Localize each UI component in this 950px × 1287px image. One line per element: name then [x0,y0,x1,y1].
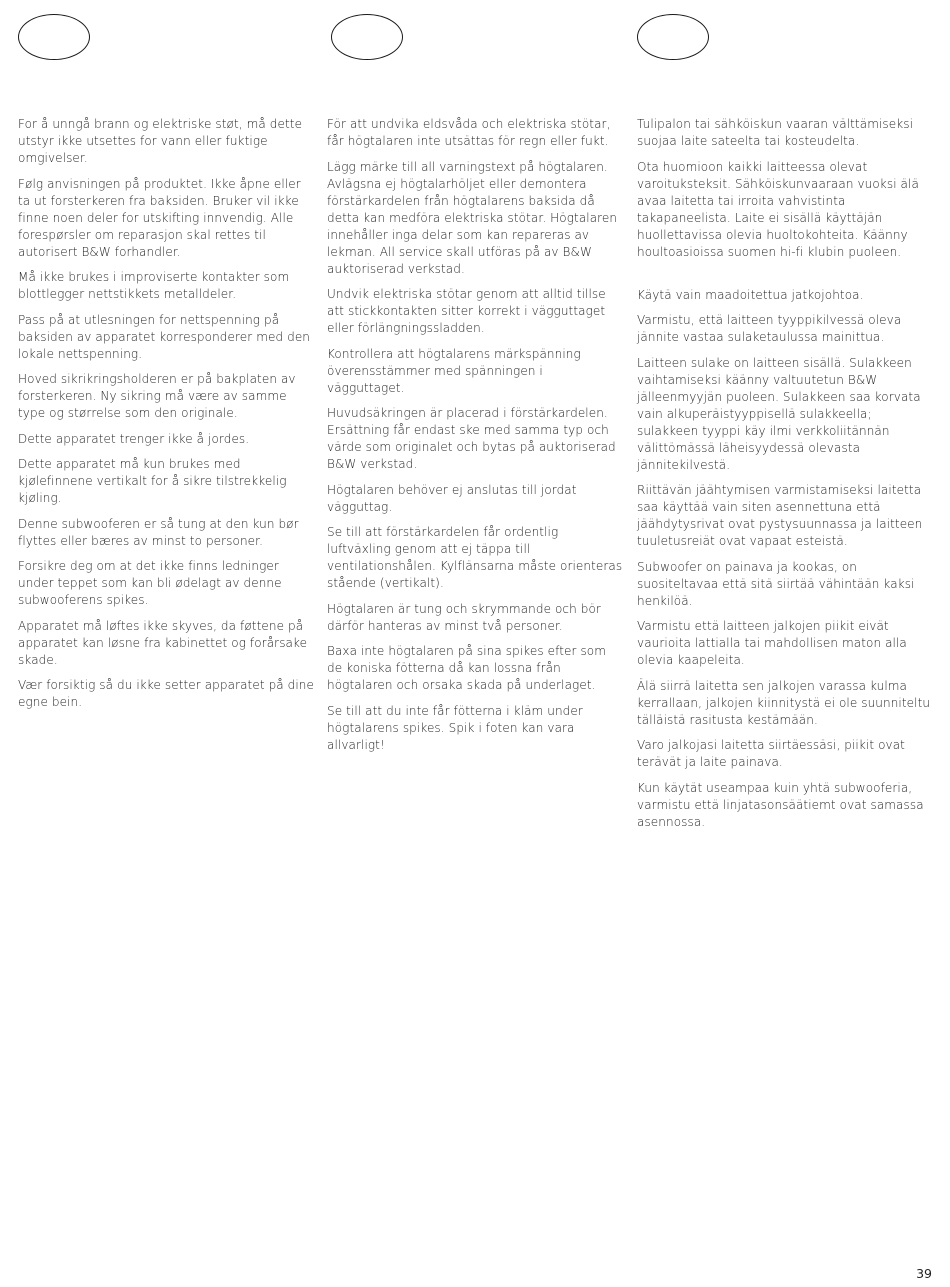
paragraph: Huvudsäkringen är placerad i förstärkardelen. Ersättning får endast ske med samma typ och värde som originalet och bytas på auktoriserad B&W verkstad. [327,406,616,471]
paragraph: Følg anvisningen på produktet. Ikke åpne eller ta ut forsterkeren fra baksiden. Bruker vil ikke finne noen deler for utskifting innvendig. Alle forespørsler om reparasjon skal rettes til autorisert B&W forhandler. [18,176,301,259]
paragraph: Hoved sikrikringsholderen er på bakplaten av forsterkeren. Ny sikring må være av samme type og størrelse som den originale. [18,372,296,420]
paragraph: Varmistu, että laitteen tyyppikilvessä oleva jännite vastaa sulaketaulussa mainittua. [637,313,902,344]
paragraph: Se till att du inte får fötterna i kläm under högtalarens spikes. Spik i foten kan vara allvarligt! [327,703,583,752]
paragraph: Forsikre deg om at det ikke finns ledninger under teppet som kan bli ødelagt av denne subwooferens spikes. [18,559,282,607]
paragraph: Vær forsiktig så du ikke setter apparatet på dine egne bein. [18,678,314,709]
paragraph: Varmistu että laitteen jalkojen piikit eivät vaurioita lattialla tai mahdollisen maton alla olevia kaapeleita. [637,619,907,667]
paragraph: Se till att förstärkardelen får ordentlig luftväxling genom att ej täppa till ventilationshålen. Kylflänsarna måste orienteras stående (vertikalt). [327,525,623,590]
paragraph: Lägg märke till all varningstext på högtalaren. Avlägsna ej högtalarhöljet eller demontera förstärkardelen från högtalarens baksida då detta kan medföra elektriska stötar. Högtalaren innehåller inga delar som kan repareras av lekman. All service skall utföras på av B&W auktoriserad verkstad. [327,159,618,276]
paragraph: Pass på at utlesningen for nettspenning på baksiden av apparatet korresponderer med den lokale nettspenning. [18,312,311,361]
language-marker-oval-1 [18,14,90,60]
page-number: 39 [916,1266,932,1281]
paragraph: Laitteen sulake on laitteen sisällä. Sulakkeen vaihtamiseksi käänny valtuutetun B&W jälleenmyyjän puoleen. Sulakkeen saa korvata vain alkuperäistyyppisellä sulakkeella; sulakkeen tyyppi käy ilmi verkkoliitännän välittömässä läheisyydessä olevasta jännitekilvestä. [637,355,921,472]
paragraph: Dette apparatet trenger ikke å jordes. [18,431,250,446]
column-finnish [637,116,933,839]
paragraph: Varo jalkojasi laitetta siirtäessäsi, piikit ovat terävät ja laite painava. [637,738,905,769]
paragraph: For å unngå brann og elektriske støt, må dette utstyr ikke utsettes for vann eller fuktige omgivelser. [18,117,303,165]
paragraph: Högtalaren behöver ej anslutas till jordat vägguttag. [327,482,577,514]
paragraph: Riittävän jäähtymisen varmistamiseksi laitetta saa käyttää vain siten asennettuna että jäähdytysrivat ovat pystysuunnassa ja laitteen tuuletusreiät ovat vapaat esteistä. [637,483,923,548]
paragraph: Denne subwooferen er så tung at den kun bør flyttes eller bæres av minst to personer. [18,516,299,548]
paragraph: Kun käytät useampaa kuin yhtä subwooferia, varmistu että linjatasonsäätiemt ovat samassa asennossa. [637,780,924,829]
paragraph: Kontrollera att högtalarens märkspänning överensstämmer med spänningen i vägguttaget. [327,346,581,395]
language-marker-oval-2 [331,14,403,60]
paragraph: Tulipalon tai sähköiskun vaaran välttämiseksi suojaa laite sateelta tai kosteudelta. [637,117,914,148]
language-marker-oval-3 [637,14,709,60]
paragraph: Må ikke brukes i improviserte kontakter som blottlegger nettstikkets metalldeler. [18,270,290,301]
paragraph: För att undvika eldsvåda och elektriska stötar, får högtalaren inte utsättas för regn eller fukt. [327,117,611,148]
paragraph: Älä siirrä laitetta sen jalkojen varassa kulma kerrallaan, jalkojen kiinnitystä ei ole suunniteltu tälläistä rasitusta kestämään. [637,678,931,727]
column-swedish [327,116,623,762]
paragraph: Dette apparatet må kun brukes med kjølefinnene vertikalt for å sikre tilstrekkelig kjøling. [18,457,287,505]
paragraph: Apparatet må løftes ikke skyves, da føttene på apparatet kan løsne fra kabinettet og forårsake skade. [18,618,308,667]
paragraph: Subwoofer on painava ja kookas, on suositeltavaa että sitä siirtää vähintään kaksi henkilöä. [637,559,915,608]
column-norwegian [18,116,314,720]
paragraph: Baxa inte högtalaren på sina spikes efter som de koniska fötterna då kan lossna från högtalaren och orsaka skada på underlaget. [327,644,607,692]
paragraph: Käytä vain maadoitettua jatkojohtoa. [637,287,864,302]
paragraph: Ota huomioon kaikki laitteessa olevat varoituksteksit. Sähköiskunvaaraan vuoksi älä avaa laitetta tai irroita vahvistinta takapaneelista. Laite ei sisällä käyttäjän huollettavissa olevia huoltokohteita. Käänny houltoasioissa suomen hi-fi klubin puoleen. [637,159,919,259]
paragraph: Undvik elektriska stötar genom att alltid tillse att stickkontakten sitter korrekt i vägguttaget eller förlängningssladden. [327,287,606,335]
paragraph: Högtalaren är tung och skrymmande och bör därför hanteras av minst två personer. [327,601,601,633]
